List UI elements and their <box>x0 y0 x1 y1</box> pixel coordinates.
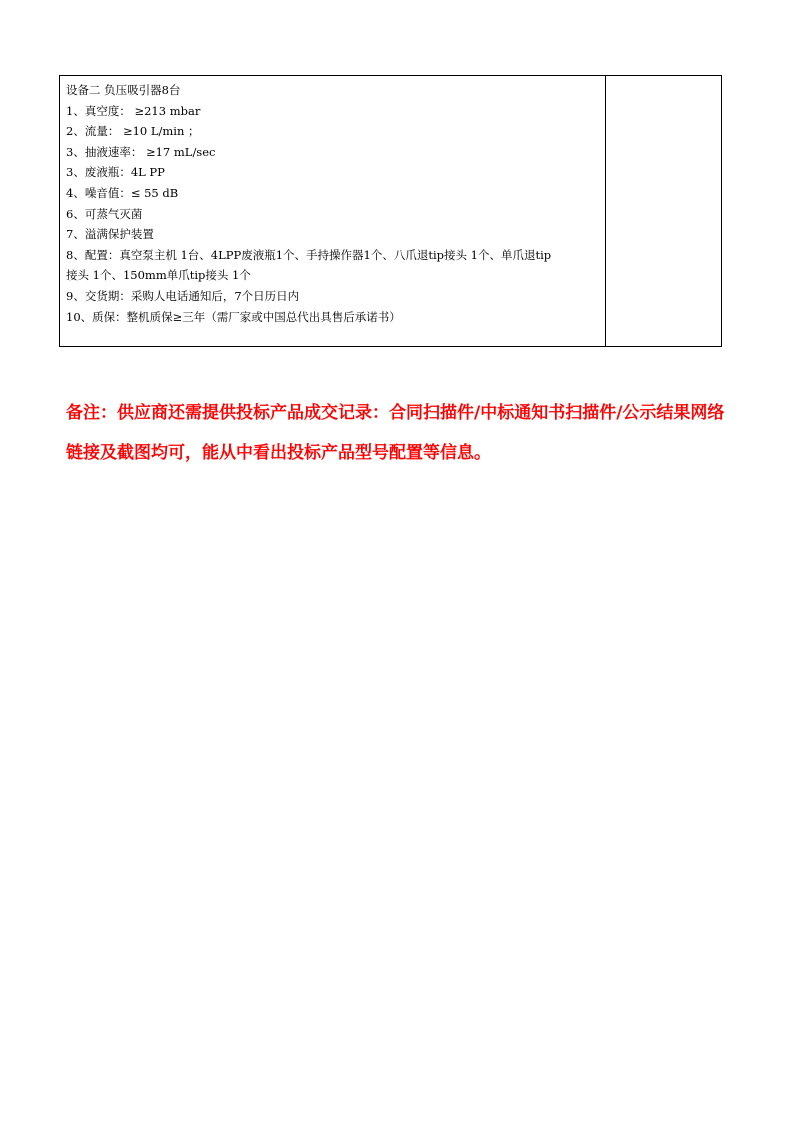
table-row <box>60 76 722 347</box>
spec-line-waste-bottle: 3、废液瓶：4L PP <box>66 165 165 180</box>
spec-line-configuration-cont: 接头 1个、150mm单爪tip接头 1个 <box>66 268 251 283</box>
spec-line-vacuum: 1、真空度： ≥213 mbar <box>66 103 201 118</box>
spec-line-suction-rate: 3、抽液速率： ≥17 mL/sec <box>66 144 216 159</box>
spec-cell <box>60 76 606 347</box>
spec-line-delivery: 9、交货期：采购人电话通知后，7个日历日内 <box>66 288 300 303</box>
spec-line-noise: 4、噪音值：≤ 55 dB <box>66 185 179 200</box>
spec-title: 设备二 负压吸引器8台 <box>66 83 181 97</box>
spec-line-overflow: 7、溢满保护装置 <box>66 227 154 242</box>
remark-note: 备注：供应商还需提供投标产品成交记录：合同扫描件/中标通知书扫描件/公示结果网络链接及截图均可，能从中看出投标产品型号配置等信息。 <box>66 403 725 463</box>
spec-lines <box>60 76 605 327</box>
spec-line-configuration: 8、配置：真空泵主机 1台、4LPP废液瓶1个、手持操作器1个、八爪退tip接头 1个、单爪退tip <box>66 247 552 262</box>
spec-line-warranty: 10、质保：整机质保≥三年（需厂家或中国总代出具售后承诺书） <box>66 309 401 324</box>
side-cell <box>606 76 722 347</box>
spec-line-sterilization: 6、可蒸气灭菌 <box>66 206 143 221</box>
equipment-spec-table <box>59 75 722 347</box>
spec-line-flow: 2、流量： ≥10 L/min ； <box>66 124 200 139</box>
